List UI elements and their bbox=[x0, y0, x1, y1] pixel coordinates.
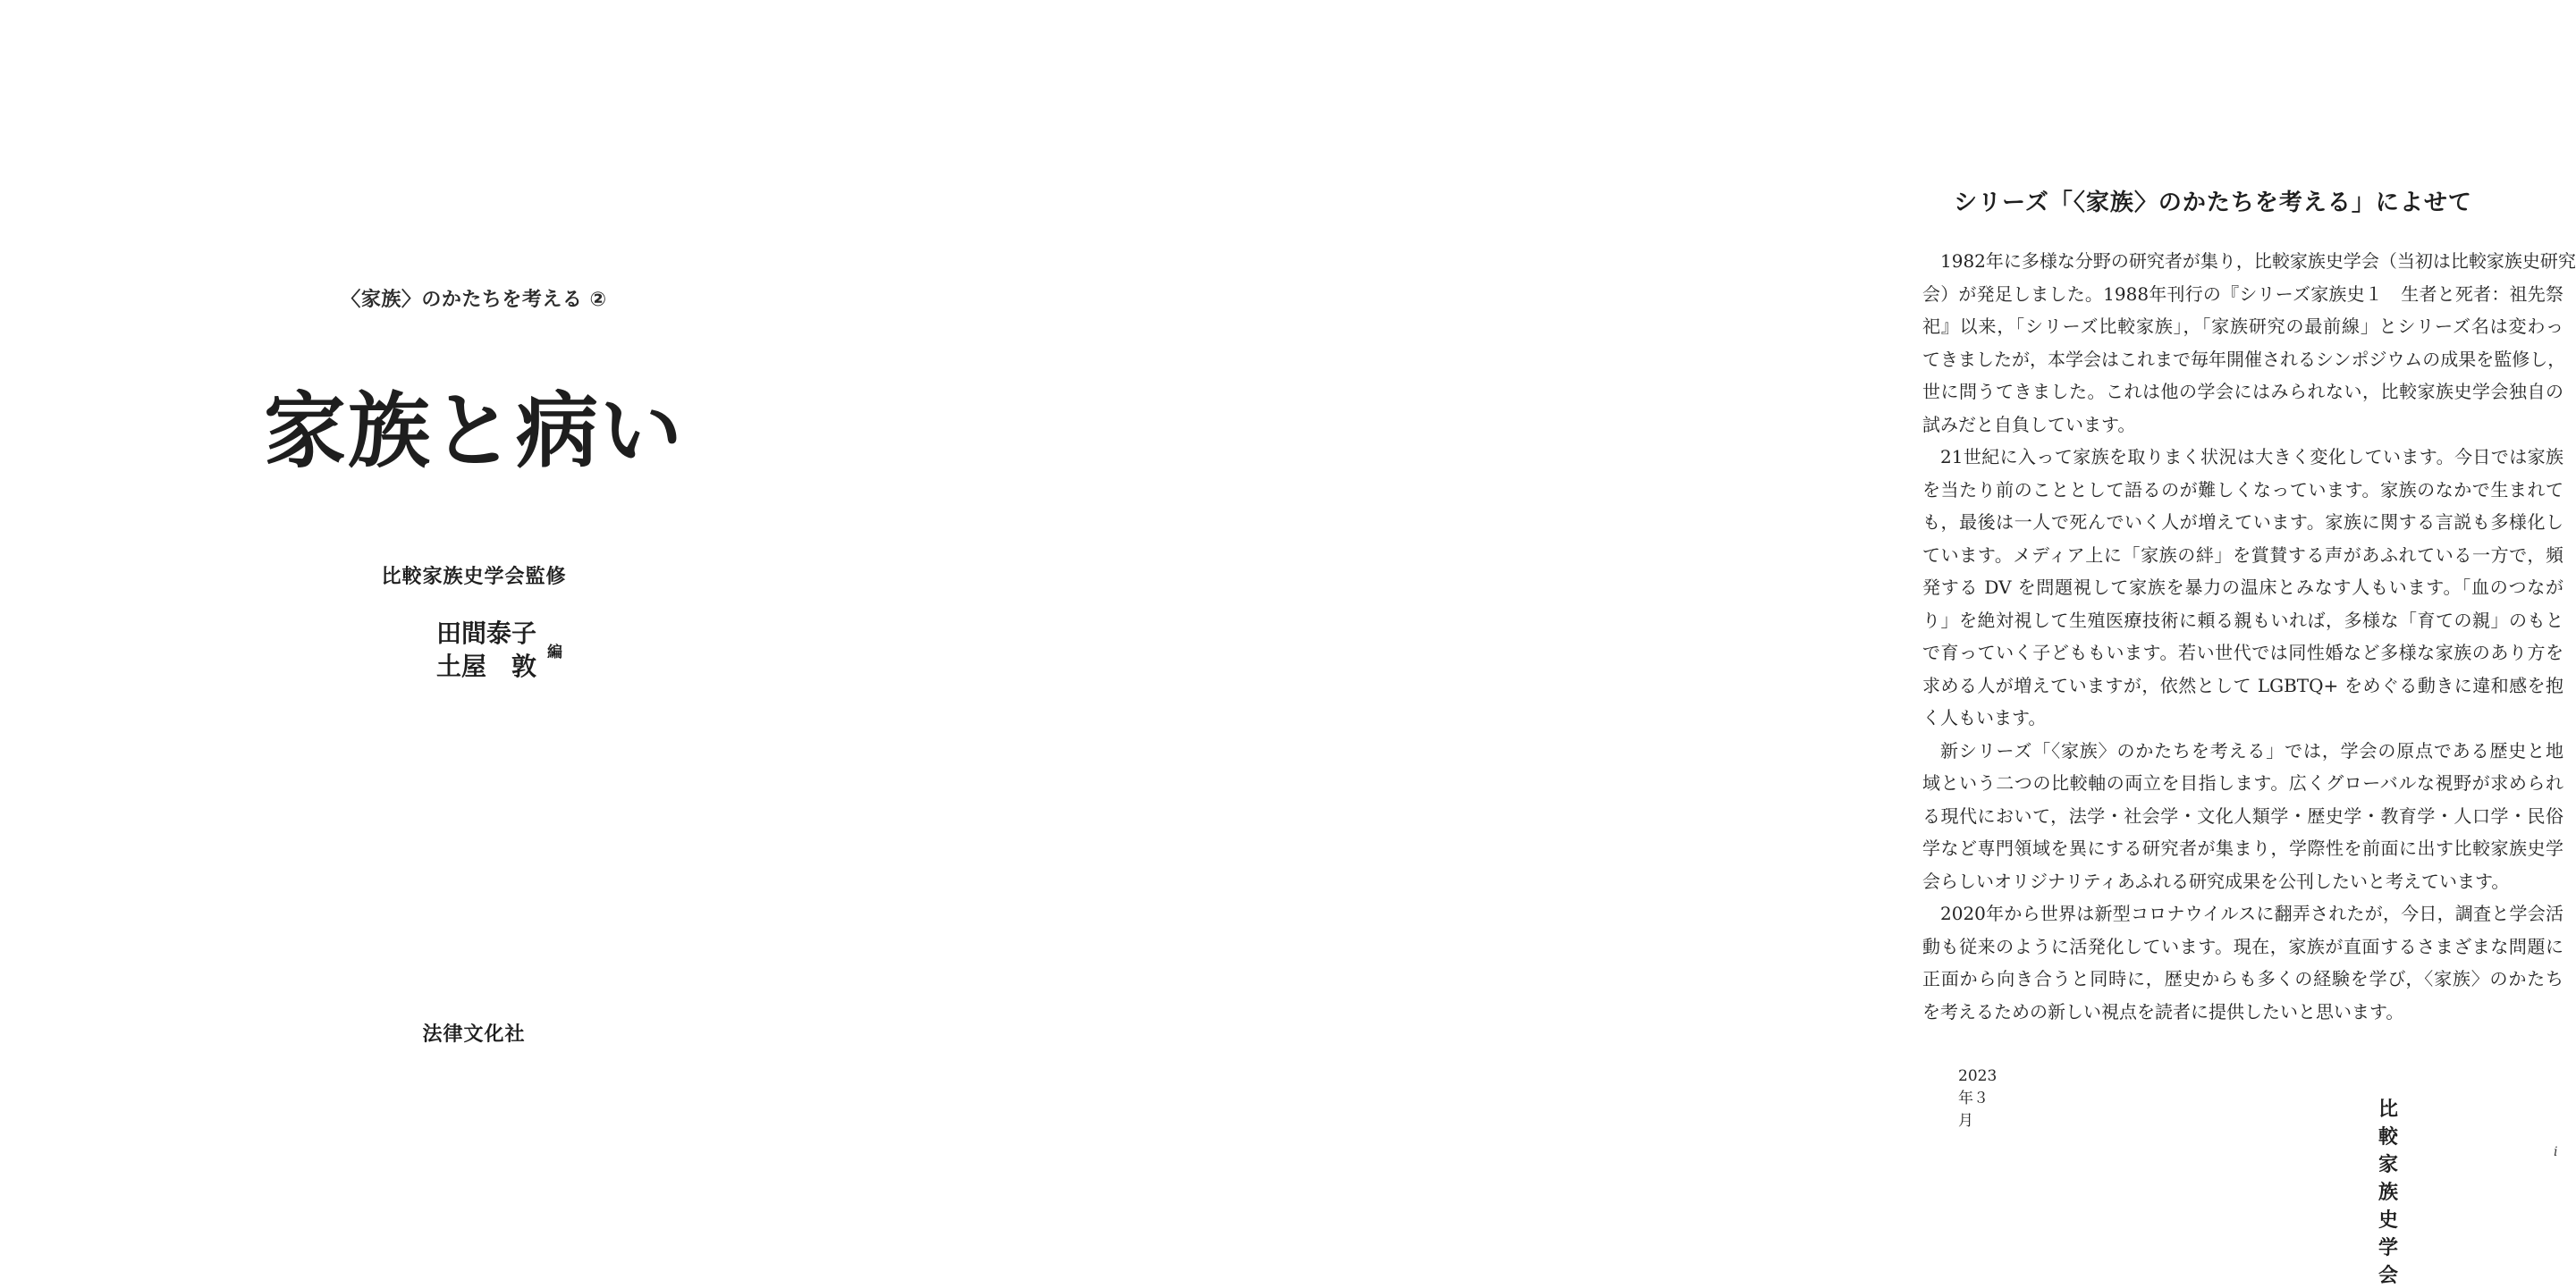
preface-line: 試みだと自負しています。 bbox=[1922, 413, 2136, 435]
publisher-name: 法律文化社 bbox=[422, 1023, 526, 1046]
preface-line: 世に問うてきました。これは他の学会にはみられない，比較家族史学会独自の bbox=[1922, 381, 2563, 402]
editor-name: 土屋 敦 bbox=[436, 652, 537, 681]
preface-line: る現代において，法学・社会学・文化人類学・歴史学・教育学・人口学・民俗 bbox=[1922, 804, 2563, 827]
preface-line: で育っていく子どももいます。若い世代では同性婚など多様な家族のあり方を bbox=[1922, 642, 2563, 663]
editor-name: 田間泰子 bbox=[436, 619, 537, 648]
preface-line: 祀』以来，「シリーズ比較家族」，「家族研究の最前線」とシリーズ名は変わっ bbox=[1922, 316, 2563, 337]
preface-line: 会らしいオリジナリティあふれる研究成果を公刊したいと考えています。 bbox=[1922, 870, 2510, 892]
preface-line: 会）が発足しました。1988年刊行の『シリーズ家族史１ 生者と死者：祖先祭 bbox=[1922, 282, 2563, 305]
preface-line: を当たり前のこととして語るのが難しくなっています。家族のなかで生まれて bbox=[1922, 478, 2563, 501]
preface-body bbox=[1922, 245, 2576, 1028]
preface-line: 正面から向き合うと同時に，歴史からも多くの経験を学び，〈家族〉のかたち bbox=[1922, 968, 2563, 989]
preface-heading: シリーズ「〈家族〉のかたちを考える」によせて bbox=[1954, 189, 2472, 216]
preface-line: 21世紀に入って家族を取りまく状況は大きく変化しています。今日では家族 bbox=[1940, 446, 2563, 467]
preface-line: 域という二つの比較軸の両立を目指します。広くグローバルな視野が求められ bbox=[1922, 772, 2563, 794]
preface-line: 求める人が増えていますが，依然として LGBTQ+ をめぐる動きに違和感を抱 bbox=[1922, 674, 2563, 696]
preface-line: 1982年に多様な分野の研究者が集り，比較家族史学会（当初は比較家族史研究 bbox=[1940, 250, 2576, 272]
supervisor-credit: 比較家族史学会監修 bbox=[381, 565, 567, 588]
preface-line: てきましたが，本学会はこれまで毎年開催されるシンポジウムの成果を監修し， bbox=[1922, 348, 2566, 370]
preface-line: 2020年から世界は新型コロナウイルスに翻弄されたが，今日，調査と学会活 bbox=[1940, 903, 2563, 924]
preface-line: り」を絶対視して生殖医療技術に頼る親もいれば，多様な「育ての親」のもと bbox=[1922, 609, 2563, 631]
preface-line: ています。メディア上に「家族の絆」を賞賛する声があふれている一方で，頻 bbox=[1922, 543, 2563, 566]
preface-line: を考えるための新しい視点を読者に提供したいと思います。 bbox=[1922, 1000, 2404, 1023]
page-number: i bbox=[2554, 1145, 2558, 1159]
preface-line: 学など専門領域を異にする研究者が集まり，学際性を前面に出す比較家族史学 bbox=[1922, 838, 2563, 859]
preface-line: 新シリーズ「〈家族〉のかたちを考える」では，学会の原点である歴史と地 bbox=[1940, 739, 2563, 762]
book-title: 家族と病い bbox=[263, 383, 684, 479]
preface-date: 2023年３月 bbox=[1958, 1067, 1997, 1130]
title-page bbox=[0, 0, 894, 1266]
preface-line: く人もいます。 bbox=[1922, 707, 2047, 728]
series-label: 〈家族〉のかたちを考える ② bbox=[341, 289, 607, 311]
preface-signature: 比較家族史学会 bbox=[2378, 1098, 2400, 1287]
preface-line: も，最後は一人で死んでいく人が増えています。家族に関する言説も多様化し bbox=[1922, 511, 2563, 533]
preface-line: 発する DV を問題視して家族を暴力の温床とみなす人もいます。「血のつなが bbox=[1922, 577, 2563, 598]
preface-page bbox=[894, 0, 2576, 1287]
preface-line: 動も従来のように活発化しています。現在，家族が直面するさまざまな問題に bbox=[1922, 935, 2563, 957]
editor-role-label: 編 bbox=[547, 644, 562, 661]
